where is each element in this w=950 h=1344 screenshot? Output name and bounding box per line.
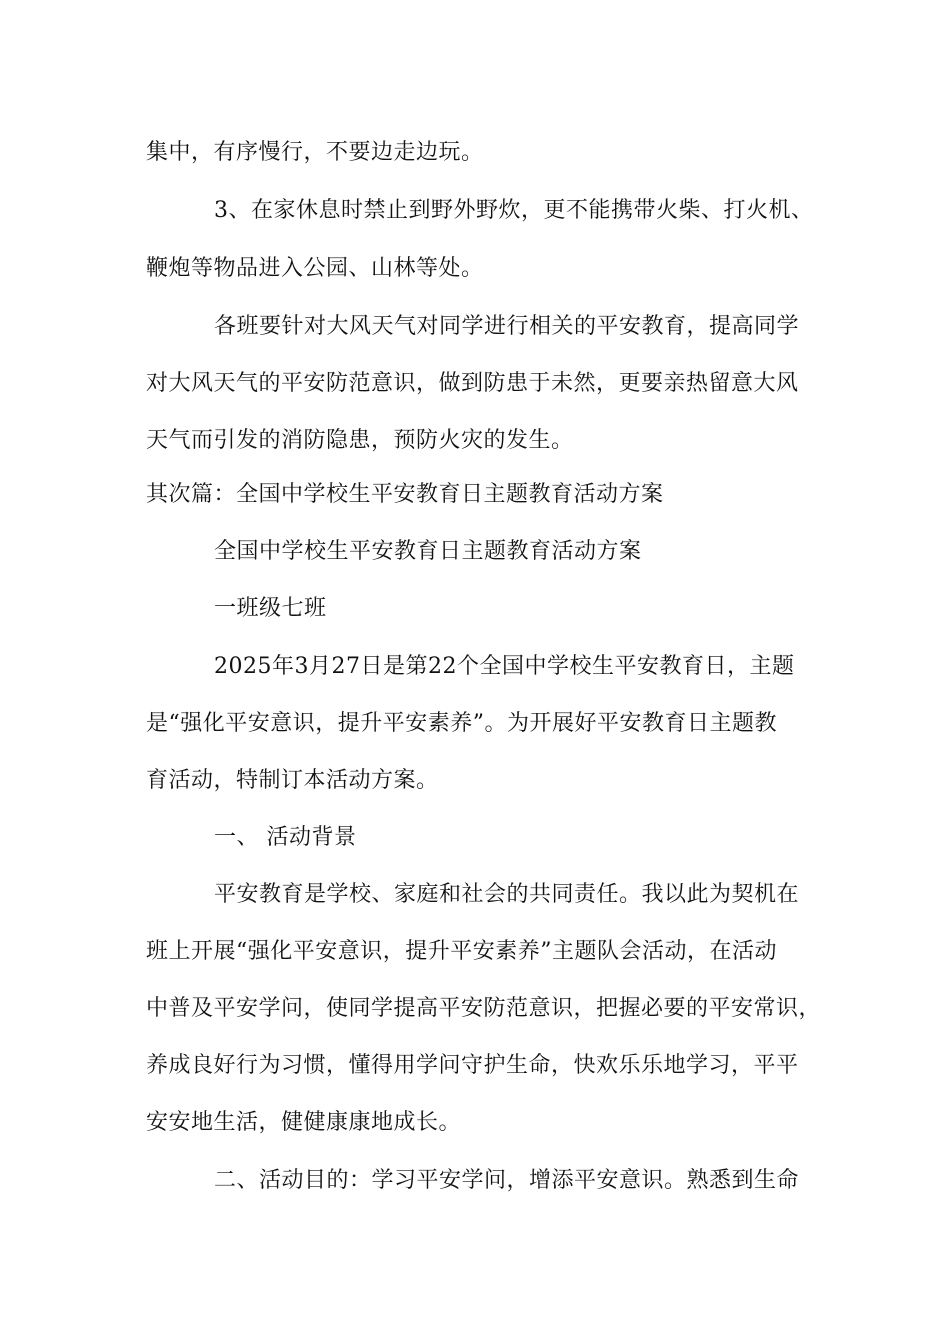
text-line: 3、在家休息时禁止到野外野炊，更不能携带火柴、打火机、 bbox=[214, 198, 814, 223]
text-line: 养成良好行为习惯，懂得用学问守护生命，快欢乐乐地学习，平平 bbox=[146, 1053, 799, 1078]
subsection-heading: 二、活动目的：学习平安学问，增添平安意识。熟悉到生命 bbox=[214, 1168, 800, 1193]
text-line: 育活动，特制订本活动方案。 bbox=[146, 768, 439, 793]
section-heading: 其次篇：全国中学校生平安教育日主题教育活动方案 bbox=[146, 482, 664, 507]
text-line: 各班要针对大风天气对同学进行相关的平安教育，提高同学 bbox=[214, 314, 800, 339]
text-line: 天气而引发的消防隐患，预防火灾的发生。 bbox=[146, 428, 574, 453]
text-line: 2025年3月27日是第22个全国中学校生平安教育日，主题 bbox=[214, 654, 795, 679]
text-line: 是“强化平安意识，提升平安素养”。为开展好平安教育日主题教 bbox=[146, 711, 777, 736]
text-line: 鞭炮等物品进入公园、山林等处。 bbox=[146, 256, 484, 281]
text-line: 平安教育是学校、家庭和社会的共同责任。我以此为契机在 bbox=[214, 882, 800, 907]
document-title: 全国中学校生平安教育日主题教育活动方案 bbox=[214, 539, 642, 564]
text-line: 集中，有序慢行，不要边走边玩。 bbox=[146, 140, 484, 165]
text-line: 中普及平安学问，使同学提高平安防范意识，把握必要的平安常识， bbox=[146, 996, 822, 1021]
text-line: 班上开展“强化平安意识，提升平安素养”主题队会活动，在活动 bbox=[146, 939, 777, 964]
subsection-heading: 一、 活动背景 bbox=[214, 825, 357, 850]
text-line: 对大风天气的平安防范意识，做到防患于未然，更要亲热留意大风 bbox=[146, 371, 799, 396]
text-line: 安安地生活，健健康康地成长。 bbox=[146, 1110, 462, 1135]
class-name: 一班级七班 bbox=[214, 596, 327, 621]
